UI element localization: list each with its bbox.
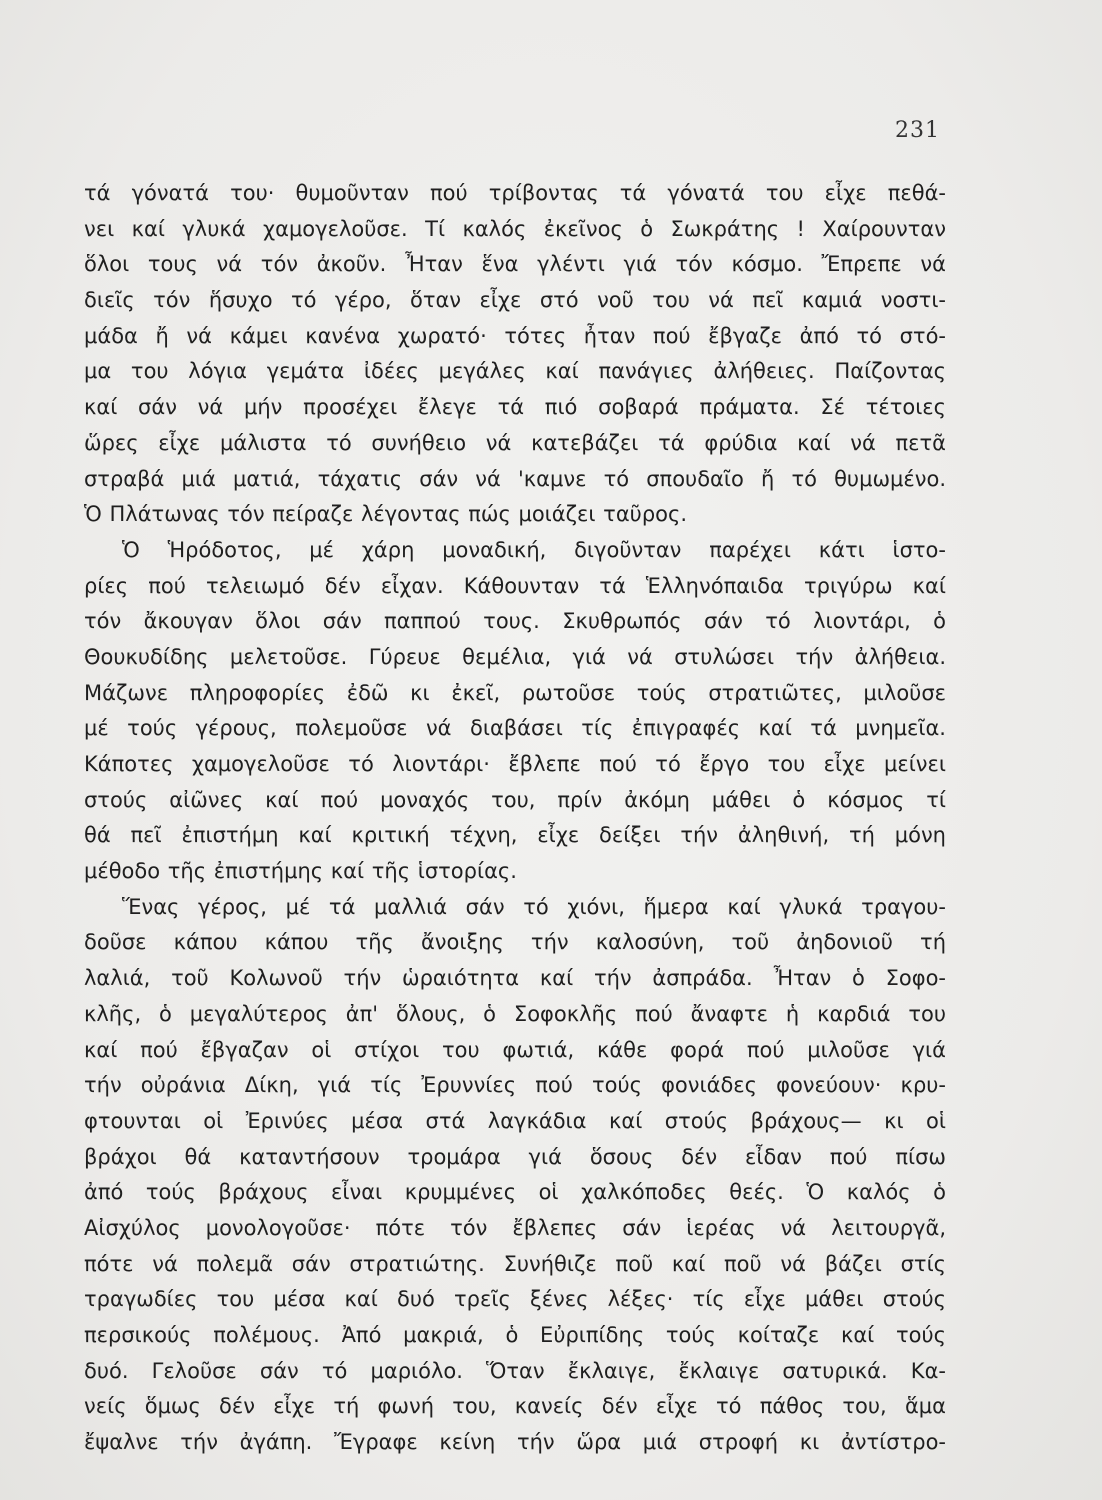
text-line: λαλιά, τοῦ Κολωνοῦ τήν ὡραιότητα καί τήν ἀσπράδα. Ἦταν ὁ Σοφο-: [84, 966, 946, 991]
text-line: ὅλοι τους νά τόν ἀκοῦν. Ἦταν ἕνα γλέντι γιά τόν κόσμο. Ἔπρεπε νά: [84, 252, 946, 277]
text-line: μα του λόγια γεμάτα ἰδέες μεγάλες καί πανάγιες ἀλήθειες. Παίζοντας: [84, 359, 946, 384]
text-line: Θουκυδίδης μελετοῦσε. Γύρευε θεμέλια, γιά νά στυλώσει τήν ἀλήθεια.: [84, 644, 946, 669]
text-line: θά πεῖ ἐπιστήμη καί κριτική τέχνη, εἶχε δείξει τήν ἀληθινή, τή μόνη: [84, 823, 946, 848]
text-line: καί σάν νά μήν προσέχει ἔλεγε τά πιό σοβαρά πράματα. Σέ τέτοιες: [84, 395, 946, 420]
text-line: νείς ὅμως δέν εἶχε τή φωνή του, κανείς δέν εἶχε τό πάθος του, ἅμα: [84, 1394, 946, 1419]
text-line: τραγωδίες του μέσα καί δυό τρεῖς ξένες λέξες· τίς εἶχε μάθει στούς: [84, 1287, 946, 1312]
text-line: ὥρες εἶχε μάλιστα τό συνήθειο νά κατεβάζει τά φρύδια καί νά πετᾶ: [84, 430, 946, 455]
paragraph-end-line: Ὁ Πλάτωνας τόν πείραζε λέγοντας πώς μοιάζει ταῦρος.: [84, 502, 687, 527]
text-line: φτουνται οἱ Ἐρινύες μέσα στά λαγκάδια καί στούς βράχους— κι οἱ: [84, 1108, 946, 1133]
text-line: στραβά μιά ματιά, τάχατις σάν νά 'καμνε τό σπουδαῖο ἤ τό θυμωμένο.: [84, 466, 946, 491]
text-line: τήν οὐράνια Δίκη, γιά τίς Ἐρυννίες πού τούς φονιάδες φονεύουν· κρυ-: [84, 1073, 946, 1098]
text-line: μέ τούς γέρους, πολεμοῦσε νά διαβάσει τίς ἐπιγραφές καί τά μνημεῖα.: [84, 716, 946, 741]
text-line: τόν ἄκουγαν ὅλοι σάν παππού τους. Σκυθρωπός σάν τό λιοντάρι, ὁ: [84, 609, 946, 634]
paragraph-end-line: μέθοδο τῆς ἐπιστήμης καί τῆς ἱστορίας.: [84, 859, 517, 884]
paragraph-start-line: Ἕνας γέρος, μέ τά μαλλιά σάν τό χιόνι, ἥμερα καί γλυκά τραγου-: [122, 894, 946, 919]
text-line: καί πού ἔβγαζαν οἱ στίχοι του φωτιά, κάθε φορά πού μιλοῦσε γιά: [84, 1037, 946, 1062]
text-line: Κάποτες χαμογελοῦσε τό λιοντάρι· ἔβλεπε πού τό ἔργο του εἶχε μείνει: [84, 752, 946, 776]
text-line: περσικούς πολέμους. Ἀπό μακριά, ὁ Εὐριπίδης τούς κοίταζε καί τούς: [84, 1323, 946, 1347]
text-line: στούς αἰῶνες καί πού μοναχός του, πρίν ἀκόμη μάθει ὁ κόσμος τί: [84, 787, 946, 812]
text-line: τά γόνατά του· θυμοῦνταν πού τρίβοντας τά γόνατά του εἶχε πεθά-: [84, 181, 946, 205]
text-line: βράχοι θά καταντήσουν τρομάρα γιά ὅσους δέν εἶδαν πού πίσω: [84, 1144, 946, 1169]
text-line: ρίες πού τελειωμό δέν εἶχαν. Κάθουνταν τά Ἑλληνόπαιδα τριγύρω καί: [84, 573, 946, 598]
text-line: δοῦσε κάπου κάπου τῆς ἄνοιξης τήν καλοσύνη, τοῦ ἀηδονιοῦ τή: [84, 930, 946, 955]
text-line: κλῆς, ὁ μεγαλύτερος ἀπ' ὅλους, ὁ Σοφοκλῆς πού ἄναφτε ἡ καρδιά του: [84, 1001, 946, 1026]
text-line: διεῖς τόν ἥσυχο τό γέρο, ὅταν εἶχε στό νοῦ του νά πεῖ καμιά νοστι-: [84, 288, 946, 313]
body-text: [84, 176, 946, 1461]
paragraph-start-line: Ὁ Ἡρόδοτος, μέ χάρη μοναδική, διγοῦνταν παρέχει κάτι ἱστο-: [122, 537, 946, 562]
text-line: Μάζωνε πληροφορίες ἐδῶ κι ἐκεῖ, ρωτοῦσε τούς στρατιῶτες, μιλοῦσε: [84, 680, 946, 705]
text-line: δυό. Γελοῦσε σάν τό μαριόλο. Ὅταν ἔκλαιγε, ἔκλαιγε σατυρικά. Κα-: [84, 1358, 946, 1383]
text-line: μάδα ἤ νά κάμει κανένα χωρατό· τότες ἦταν πού ἔβγαζε ἀπό τό στό-: [84, 323, 946, 348]
text-line: Αἰσχύλος μονολογοῦσε· πότε τόν ἔβλεπες σάν ἱερέας νά λειτουργᾶ,: [84, 1215, 946, 1240]
text-line: ἔψαλνε τήν ἀγάπη. Ἔγραφε κείνη τήν ὥρα μιά στροφή κι ἀντίστρο-: [84, 1430, 946, 1455]
page-number: 231: [895, 118, 940, 143]
text-line: νει καί γλυκά χαμογελοῦσε. Τί καλός ἐκεῖνος ὁ Σωκράτης ! Χαίρουνταν: [84, 216, 946, 241]
text-line: πότε νά πολεμᾶ σάν στρατιώτης. Συνήθιζε ποῦ καί ποῦ νά βάζει στίς: [84, 1251, 946, 1276]
text-line: ἀπό τούς βράχους εἶναι κρυμμένες οἱ χαλκόποδες θεές. Ὁ καλός ὁ: [84, 1180, 946, 1205]
